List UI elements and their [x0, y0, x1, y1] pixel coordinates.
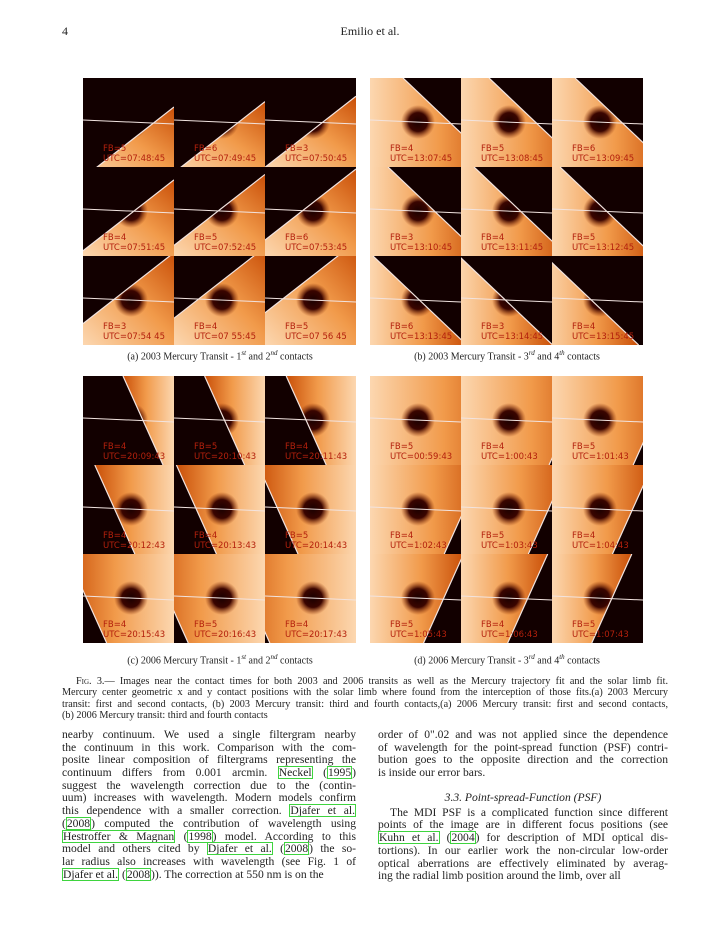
solar-image-frame — [552, 78, 643, 167]
right-column-text — [378, 729, 668, 883]
frame-label — [481, 620, 538, 640]
frame-label — [390, 144, 452, 164]
utc-label: UTC=1:06:43 — [481, 630, 538, 640]
filter-label: FB=5 — [481, 531, 505, 541]
filter-label: FB=5 — [285, 531, 309, 541]
filter-label: FB=3 — [103, 322, 127, 332]
text-segment: ( — [272, 842, 284, 856]
text-segment: order of 0".02 and was not applied since the dependence — [378, 728, 668, 741]
utc-label: UTC=13:13:45 — [390, 332, 453, 342]
utc-label: UTC=13:08:45 — [481, 154, 544, 164]
utc-label: UTC=20:09:43 — [103, 452, 166, 462]
subcaption-text: (c) 2006 Mercury Transit - 1 — [127, 655, 242, 667]
frame-label — [103, 620, 165, 640]
frame-label — [103, 144, 165, 164]
utc-label: UTC=1:03:43 — [481, 541, 538, 551]
filter-label: FB=4 — [481, 620, 505, 630]
utc-label: UTC=1:04:43 — [572, 541, 629, 551]
text-segment: this dependence with a smaller correction. — [62, 804, 290, 818]
subcaption-text: contacts — [564, 351, 600, 363]
utc-label: UTC=20:15:43 — [103, 630, 166, 640]
subcaption-text: nd — [270, 349, 278, 357]
frame-label — [103, 442, 165, 462]
subcaption-text: and 4 — [534, 655, 560, 667]
solar-image-frame — [370, 554, 461, 643]
filter-label: FB=3 — [390, 233, 414, 243]
solar-image-frame — [174, 167, 265, 256]
frame-label — [481, 322, 543, 342]
text-segment: )). The correction at 550 nm is on the — [151, 867, 324, 881]
frame-label — [390, 620, 447, 640]
filter-label: FB=6 — [194, 144, 218, 154]
filter-label: FB=4 — [103, 442, 127, 452]
subcaption-text: th — [559, 653, 565, 661]
utc-label: UTC=13:07:45 — [390, 154, 453, 164]
text-segment: ( — [119, 867, 126, 881]
utc-label: UTC=07:54 45 — [103, 332, 165, 342]
subcaption-c — [70, 653, 370, 666]
frame-label — [285, 442, 347, 462]
filter-label: FB=4 — [390, 531, 414, 541]
filter-label: FB=5 — [572, 233, 596, 243]
utc-label: UTC=20:14:43 — [285, 541, 348, 551]
utc-label: UTC=13:15:45 — [572, 332, 635, 342]
filter-label: FB=4 — [481, 233, 505, 243]
solar-image-frame — [265, 167, 356, 256]
frame-label — [194, 442, 256, 462]
citation-link[interactable]: 1995 — [327, 766, 352, 780]
utc-label: UTC=07 56 45 — [285, 332, 347, 342]
subcaption-text: (b) 2003 Mercury Transit - 3 — [414, 351, 529, 363]
frame-label — [285, 531, 347, 551]
text-segment: the continuum in this work. Comparison with the com- — [62, 740, 356, 754]
citation-link[interactable]: Djafer et al. — [290, 804, 355, 818]
citation-link[interactable]: Djafer et al. — [63, 867, 119, 881]
utc-label: UTC=1:01:43 — [572, 452, 629, 462]
left-column-text — [62, 729, 356, 881]
text-segment: ) the so- — [309, 842, 356, 856]
text-segment: of wavelength for the point-spread function (PSF) contri- — [378, 740, 668, 754]
caption-line: transit: first and second contacts, (b) 2003 Mercury transit: third and fourth contacts,(a) 2006 Mercury transit: first and second contacts, — [62, 698, 668, 710]
figure-panel-b — [370, 78, 644, 345]
solar-image-frame — [83, 256, 174, 345]
filter-label: FB=5 — [194, 620, 218, 630]
solar-image-frame — [83, 465, 174, 554]
frame-label — [103, 531, 165, 551]
caption-label: Fig. 3. — [76, 676, 105, 687]
frame-label — [194, 322, 256, 342]
utc-label: UTC=20:11:43 — [285, 452, 348, 462]
citation-link[interactable]: 2004 — [451, 831, 475, 845]
text-segment: posite linear composition of filtergrams representing the — [62, 753, 356, 767]
frame-label — [572, 322, 634, 342]
utc-label: UTC=20:13:43 — [194, 541, 257, 551]
solar-image-frame — [83, 554, 174, 643]
solar-image-frame — [265, 256, 356, 345]
filter-label: FB=4 — [103, 620, 127, 630]
solar-image-frame — [265, 376, 356, 465]
utc-label: UTC=00:59:43 — [390, 452, 453, 462]
filter-label: FB=5 — [194, 233, 218, 243]
filter-label: FB=5 — [572, 620, 596, 630]
solar-image-frame — [174, 78, 265, 167]
utc-label: UTC=20:12:43 — [103, 541, 166, 551]
subcaption-text: contacts — [277, 351, 313, 363]
subcaption-text: and 2 — [246, 655, 271, 667]
frame-label — [390, 322, 452, 342]
text-segment: uum) increases with wavelength. Modern models confirm — [62, 791, 356, 805]
frame-label — [103, 233, 165, 253]
solar-image-frame — [461, 78, 552, 167]
citation-link[interactable]: Kuhn et al. — [379, 831, 439, 845]
citation-link[interactable]: Djafer et al. — [207, 842, 272, 856]
solar-image-frame — [265, 78, 356, 167]
text-segment: ( — [175, 829, 188, 843]
page-number: 4 — [62, 24, 68, 38]
running-head: Emilio et al. — [340, 24, 400, 38]
figure-panel-d — [370, 376, 644, 643]
solar-image-frame — [83, 376, 174, 465]
text-segment: bution goes to the opposite direction and the correction — [378, 753, 668, 767]
frame-label — [572, 620, 629, 640]
text-segment: suggest the wavelength correction due to the (contin- — [62, 778, 356, 792]
figure-panel-a — [83, 78, 357, 345]
text-line — [62, 869, 356, 882]
solar-image-frame — [370, 167, 461, 256]
filter-label: FB=5 — [390, 620, 414, 630]
subcaption-text: rd — [528, 349, 535, 357]
utc-label: UTC=07:50:45 — [285, 154, 348, 164]
filter-label: FB=6 — [390, 322, 414, 332]
solar-image-frame — [83, 78, 174, 167]
solar-image-frame — [461, 465, 552, 554]
frame-label — [103, 322, 165, 342]
subcaption-text: st — [241, 653, 247, 661]
utc-label: UTC=07:51:45 — [103, 243, 166, 253]
subcaption-text: (d) 2006 Mercury Transit - 3 — [414, 655, 529, 667]
solar-image-frame — [461, 167, 552, 256]
frame-label — [194, 620, 256, 640]
utc-label: UTC=13:10:45 — [390, 243, 453, 253]
filter-label: FB=3 — [285, 144, 309, 154]
utc-label: UTC=13:12:45 — [572, 243, 635, 253]
filter-label: FB=5 — [103, 144, 127, 154]
utc-label: UTC=13:14:45 — [481, 332, 544, 342]
filter-label: FB=4 — [285, 620, 309, 630]
caption-line: — Images near the contact times for both 2003 and 2006 transits as well as the Mercury trajectory fit and the solar limb fit. — [104, 676, 668, 687]
solar-image-frame — [370, 256, 461, 345]
utc-label: UTC=07:49:45 — [194, 154, 257, 164]
citation-link[interactable]: 2008 — [66, 816, 91, 830]
frame-label — [285, 620, 347, 640]
frame-label — [194, 233, 256, 253]
solar-image-frame — [370, 78, 461, 167]
frame-label — [572, 442, 629, 462]
utc-label: UTC=20:10:43 — [194, 452, 257, 462]
subcaption-text: (a) 2003 Mercury Transit - 1 — [127, 351, 242, 363]
citation-link[interactable]: 2008 — [284, 842, 309, 856]
solar-image-frame — [552, 376, 643, 465]
caption-line: (b) 2006 Mercury transit: third and fourth contacts — [62, 710, 268, 722]
utc-label: UTC=1:07:43 — [572, 630, 629, 640]
filter-label: FB=6 — [572, 144, 596, 154]
filter-label: FB=4 — [103, 531, 127, 541]
subcaption-text: and 4 — [534, 351, 560, 363]
frame-label — [481, 144, 543, 164]
frame-label — [481, 531, 538, 551]
solar-image-frame — [552, 465, 643, 554]
figure-caption — [62, 676, 668, 722]
filter-label: FB=5 — [390, 442, 414, 452]
filter-label: FB=4 — [194, 322, 218, 332]
caption-line: Mercury center geometric x and y contact positions with the solar limb where found from the interception of those fits.(a) 2003 Mercury — [62, 687, 668, 699]
figure-panel-c — [83, 376, 357, 643]
solar-image-frame — [552, 554, 643, 643]
utc-label: UTC=1:05:43 — [390, 630, 447, 640]
citation-link[interactable]: Neckel — [278, 766, 312, 780]
text-line — [378, 767, 668, 780]
frame-label — [390, 531, 447, 551]
utc-label: UTC=20:17:43 — [285, 630, 348, 640]
solar-image-frame — [370, 465, 461, 554]
text-segment: ) computed the contribution of wavelength using — [91, 816, 356, 830]
solar-image-frame — [461, 376, 552, 465]
citation-link[interactable]: Hestroffer & Magnan — [63, 829, 175, 843]
frame-label — [572, 531, 629, 551]
text-segment: lar radius also increases with wavelength (see Fig. 1 of — [62, 854, 356, 868]
frame-label — [285, 144, 347, 164]
frame-label — [194, 531, 256, 551]
text-segment: ) — [352, 766, 356, 780]
filter-label: FB=3 — [481, 322, 505, 332]
citation-link[interactable]: 1998 — [188, 829, 212, 843]
filter-label: FB=6 — [285, 233, 309, 243]
text-segment: ( — [439, 831, 451, 845]
filter-label: FB=4 — [285, 442, 309, 452]
frame-label — [572, 144, 634, 164]
frame-label — [194, 144, 256, 164]
solar-image-frame — [83, 167, 174, 256]
solar-image-frame — [174, 256, 265, 345]
solar-image-frame — [265, 554, 356, 643]
text-line — [378, 870, 668, 883]
filter-label: FB=5 — [285, 322, 309, 332]
subcaption-text: rd — [528, 653, 535, 661]
frame-label — [285, 322, 347, 342]
subcaption-text: nd — [270, 653, 278, 661]
text-segment: ( — [312, 766, 327, 780]
subcaption-text: contacts — [564, 655, 600, 667]
text-segment: ) model. According to this — [212, 829, 356, 843]
text-segment: ( — [62, 816, 66, 830]
filter-label: FB=4 — [572, 322, 596, 332]
utc-label: UTC=13:11:45 — [481, 243, 544, 253]
text-segment: is inside our error bars. — [378, 766, 486, 780]
filter-label: FB=4 — [481, 442, 505, 452]
text-segment: tortions). In our earlier work the non-circular low-order — [378, 843, 668, 857]
solar-image-frame — [370, 376, 461, 465]
filter-label: FB=5 — [481, 144, 505, 154]
subcaption-text: and 2 — [246, 351, 271, 363]
utc-label: UTC=1:02:43 — [390, 541, 447, 551]
utc-label: UTC=20:16:43 — [194, 630, 257, 640]
text-segment: The MDI PSF is a complicated function since different — [390, 805, 668, 819]
text-segment: ing the radial limb position around the limb, over all — [378, 869, 621, 883]
solar-image-frame — [174, 554, 265, 643]
frame-label — [481, 442, 538, 462]
citation-link[interactable]: 2008 — [126, 867, 150, 881]
text-segment: model and others cited by — [62, 842, 207, 856]
solar-image-frame — [174, 465, 265, 554]
solar-image-frame — [552, 167, 643, 256]
text-segment: continuum differs from 0.001 arcmin. — [62, 766, 278, 780]
subcaption-text: contacts — [277, 655, 313, 667]
frame-label — [285, 233, 347, 253]
utc-label: UTC=07:53:45 — [285, 243, 348, 253]
filter-label: FB=5 — [194, 442, 218, 452]
solar-image-frame — [461, 554, 552, 643]
frame-label — [572, 233, 634, 253]
solar-image-frame — [174, 376, 265, 465]
frame-label — [481, 233, 543, 253]
text-segment: nearby continuum. We used a single filtergram nearby — [62, 728, 356, 741]
filter-label: FB=4 — [390, 144, 414, 154]
utc-label: UTC=13:09:45 — [572, 154, 635, 164]
subcaption-a — [70, 349, 370, 362]
section-heading: 3.3. Point-spread-Function (PSF) — [444, 790, 602, 804]
text-segment: points of the image are in different focus positions (see — [378, 818, 668, 832]
filter-label: FB=4 — [572, 531, 596, 541]
text-segment: optical aberrations are effectively eliminated by averag- — [378, 856, 668, 870]
frame-label — [390, 233, 452, 253]
subcaption-d — [357, 653, 657, 666]
subcaption-text: th — [559, 349, 565, 357]
solar-image-frame — [461, 256, 552, 345]
filter-label: FB=5 — [572, 442, 596, 452]
utc-label: UTC=1:00:43 — [481, 452, 538, 462]
frame-label — [390, 442, 452, 462]
subcaption-text: st — [241, 349, 247, 357]
utc-label: UTC=07 55:45 — [194, 332, 256, 342]
solar-image-frame — [265, 465, 356, 554]
text-segment: ) for description of MDI optical dis- — [475, 831, 668, 845]
filter-label: FB=4 — [194, 531, 218, 541]
filter-label: FB=4 — [103, 233, 127, 243]
subcaption-b — [357, 349, 657, 362]
utc-label: UTC=07:48:45 — [103, 154, 166, 164]
solar-image-frame — [552, 256, 643, 345]
utc-label: UTC=07:52:45 — [194, 243, 257, 253]
